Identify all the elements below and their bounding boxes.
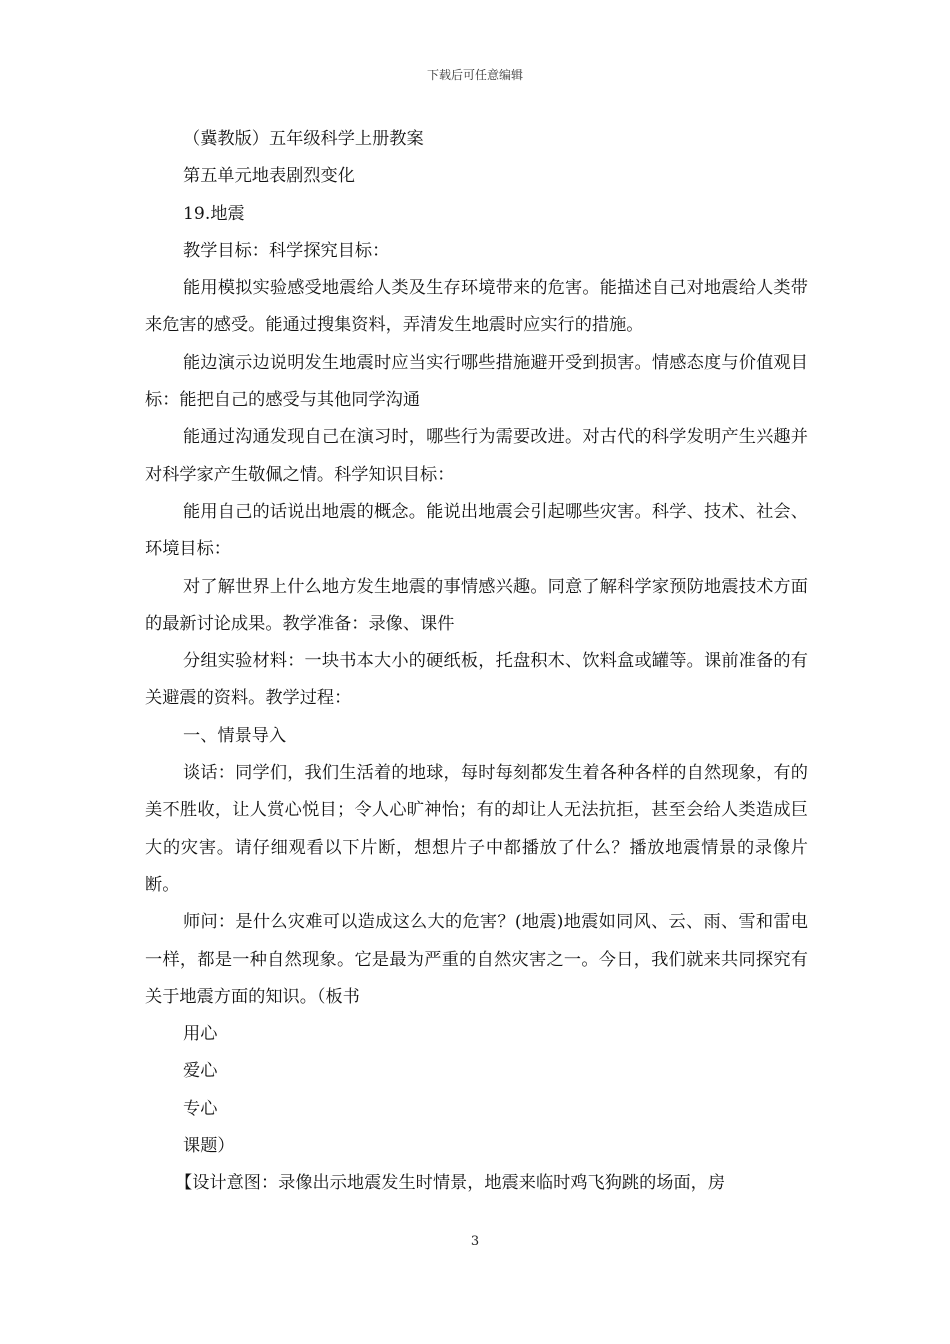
page-number: 3	[470, 1234, 480, 1249]
paragraph: 能通过沟通发现自己在演习时，哪些行为需要改进。对古代的科学发明产生兴趣并对科学家产生敬佩之情。科学知识目标：	[145, 427, 808, 485]
paragraph: 能边演示边说明发生地震时应当实行哪些措施避开受到损害。情感态度与价值观目标：能把自己的感受与其他同学沟通	[145, 352, 808, 411]
section-heading: 一、情景导入	[183, 725, 287, 746]
lesson-title: 19.地震	[183, 203, 245, 224]
paragraph: 分组实验材料：一块书本大小的硬纸板，托盘积木、饮料盒或罐等。课前准备的有关避震的资料。教学过程：	[145, 651, 808, 709]
paragraph: 师问：是什么灾难可以造成这么大的危害？(地震)地震如同风、云、雨、雪和雷电一样，都是一种自然现象。它是最为严重的自然灾害之一。今日，我们就来共同探究有关于地震方面的知识。（板书	[145, 912, 808, 1007]
paragraph: 对了解世界上什么地方发生地震的事情感兴趣。同意了解科学家预防地震技术方面的最新讨论成果。教学准备：录像、课件	[145, 576, 808, 634]
paragraph: 能用自己的话说出地震的概念。能说出地震会引起哪些灾害。科学、技术、社会、环境目标：	[145, 501, 808, 560]
design-intent: 【设计意图：录像出示地震发生时情景，地震来临时鸡飞狗跳的场面，房	[175, 1173, 726, 1194]
paragraph: 能用模拟实验感受地震给人类及生存环境带来的危害。能描述自己对地震给人类带来危害的感受。能通过搜集资料，弄清发生地震时应实行的措施。	[145, 278, 808, 336]
objectives-heading: 教学目标：科学探究目标：	[183, 240, 390, 261]
board-line: 用心	[183, 1024, 218, 1045]
board-line: 专心	[183, 1098, 218, 1119]
paragraph: 谈话：同学们，我们生活着的地球，每时每刻都发生着各种各样的自然现象，有的美不胜收，让人赏心悦目；令人心旷神怡；有的却让人无法抗拒，甚至会给人类造成巨大的灾害。请仔细观看以下片断，想想片子中都播放了什么？播放地震情景的录像片断。	[145, 763, 808, 895]
doc-title: （冀教版）五年级科学上册教案	[183, 129, 424, 149]
board-line: 课题）	[183, 1136, 235, 1157]
unit-title: 第五单元地表剧烈变化	[183, 166, 355, 187]
board-line: 爱心	[183, 1061, 218, 1082]
document-body	[145, 121, 808, 1203]
page-header: 下载后可任意编辑	[426, 68, 523, 82]
